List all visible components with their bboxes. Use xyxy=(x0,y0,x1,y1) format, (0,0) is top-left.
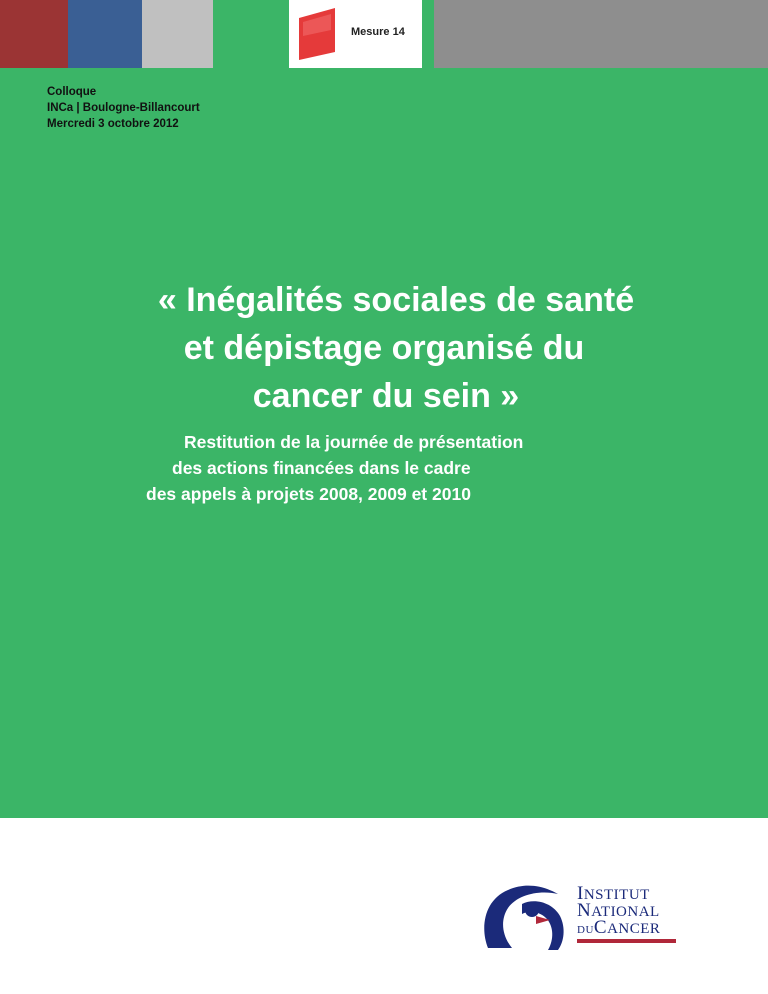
event-date: Mercredi 3 octobre 2012 xyxy=(47,118,179,130)
document-subtitle xyxy=(100,429,660,507)
header-color-bands xyxy=(0,0,768,68)
mesure-label: Mesure 14 xyxy=(351,26,405,38)
subtitle-line-2: des actions financées dans le cadre xyxy=(172,458,471,478)
plan-cancer-mark-icon xyxy=(299,8,335,60)
band-green xyxy=(213,0,289,68)
logo-line-national: NATIONAL xyxy=(577,900,660,921)
subtitle-line-1: Restitution de la journée de présentation xyxy=(184,432,524,452)
institut-national-du-cancer-logo-icon xyxy=(478,876,573,956)
event-info xyxy=(47,84,200,132)
logo-red-rule xyxy=(577,939,676,943)
logo-line-institut: INSTITUT xyxy=(577,883,650,904)
mesure-badge xyxy=(289,0,422,68)
inca-logo xyxy=(478,876,678,956)
logo-line-cancer: DUCANCER xyxy=(577,917,661,938)
event-type: Colloque xyxy=(47,86,97,98)
band-red xyxy=(0,0,68,68)
title-line-3: cancer du sein » xyxy=(252,377,520,415)
event-location: INCa | Boulogne-Billancourt xyxy=(47,102,200,114)
document-title xyxy=(60,276,708,420)
title-line-2: et dépistage organisé du xyxy=(183,329,585,367)
subtitle-line-3: des appels à projets 2008, 2009 et 2010 xyxy=(146,484,471,504)
inca-logo-text xyxy=(577,883,661,938)
band-blue xyxy=(68,0,142,68)
title-line-1: « Inégalités sociales de santé xyxy=(157,281,635,319)
band-grey xyxy=(142,0,213,68)
band-dark-grey xyxy=(434,0,768,68)
